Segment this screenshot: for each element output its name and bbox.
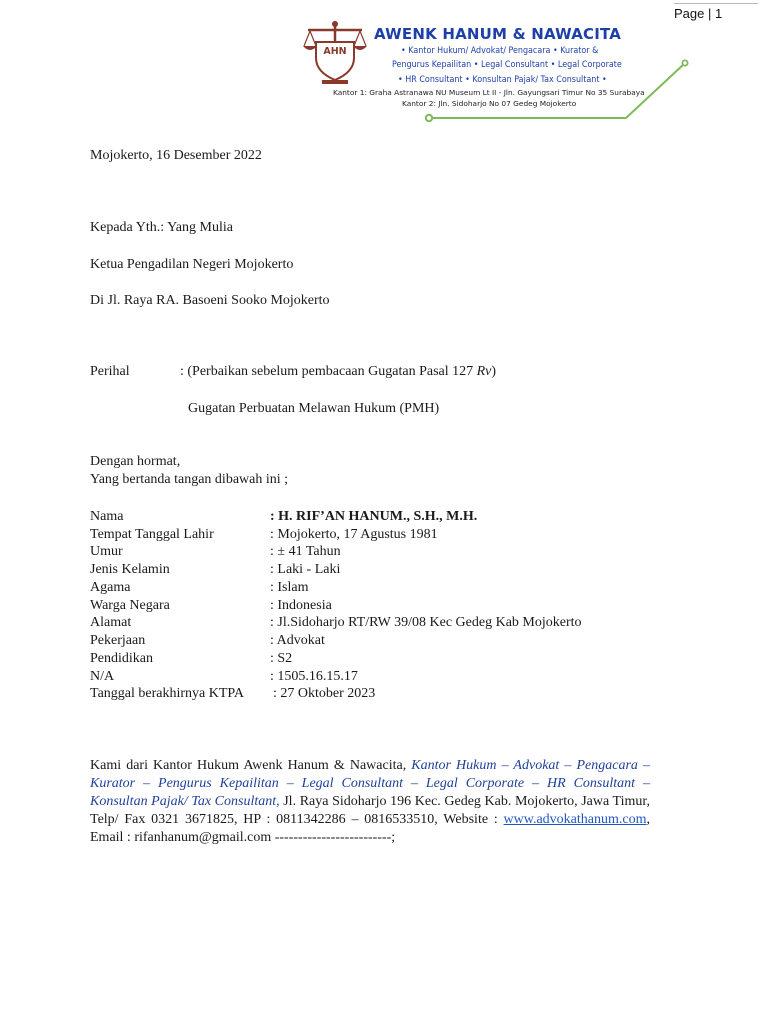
identity-value: : Jl.Sidoharjo RT/RW 39/08 Kec Gedeg Kab Mojokerto xyxy=(270,615,582,630)
identity-value: : Laki - Laki xyxy=(270,562,341,577)
subject-line-1-italic: Rv xyxy=(476,364,492,379)
identity-value: : H. RIF’AN HANUM., S.H., M.H. xyxy=(270,509,478,524)
identity-label: Tanggal berakhirnya KTPA xyxy=(90,686,245,701)
identity-row xyxy=(90,543,690,561)
identity-row xyxy=(90,508,690,526)
identity-row xyxy=(90,614,690,632)
paragraph-text-3: , Email : rifanhanum@gmail.com -------------------------; xyxy=(90,812,650,845)
identity-label: Nama xyxy=(90,509,124,524)
firm-statement-paragraph xyxy=(90,757,650,847)
subject-label: Perihal xyxy=(90,364,130,379)
website-link[interactable]: www.advokathanum.com xyxy=(503,812,647,827)
subject-line-1-text: : (Perbaikan sebelum pembacaan Gugatan Pasal 127 xyxy=(180,364,477,379)
logo-text: AHN xyxy=(323,46,347,57)
services-line-1: • Kantor Hukum/ Advokat/ Pengacara • Kurator & xyxy=(401,46,599,56)
identity-label: Agama xyxy=(90,580,131,595)
subject-line-1 xyxy=(180,363,496,380)
identity-value: : S2 xyxy=(270,651,293,666)
page-number: Page | 1 xyxy=(674,6,723,21)
identity-value: : Islam xyxy=(270,580,309,595)
identity-label: Umur xyxy=(90,544,123,559)
office-address-1: Kantor 1: Graha Astranawa NU Museum Lt II - Jln. Gayungsari Timur No 35 Surabaya xyxy=(333,88,645,97)
recipient: Ketua Pengadilan Negeri Mojokerto xyxy=(90,257,294,272)
recipient-address: Di Jl. Raya RA. Basoeni Sooko Mojokerto xyxy=(90,293,330,308)
greeting: Dengan hormat, xyxy=(90,454,181,469)
paragraph-text-2: Jl. Raya Sidoharjo 196 Kec. Gedeg Kab. Mojokerto, Jawa Timur, Telp/ Fax 0321 3671825, HP : 0811342286 – 0816533510, Website : xyxy=(90,794,650,827)
identity-label: Jenis Kelamin xyxy=(90,562,170,577)
identity-row xyxy=(90,632,690,650)
identity-label: Pendidikan xyxy=(90,651,153,666)
identity-label: Pekerjaan xyxy=(90,633,146,648)
identity-row xyxy=(90,668,690,686)
identity-value: : 1505.16.15.17 xyxy=(270,669,358,684)
services-line-3: • HR Consultant • Konsultan Pajak/ Tax Consultant • xyxy=(398,75,607,85)
identity-label: Tempat Tanggal Lahir xyxy=(90,527,214,542)
identity-row xyxy=(90,650,690,668)
identity-label: Alamat xyxy=(90,615,132,630)
subject-line-2: Gugatan Perbuatan Melawan Hukum (PMH) xyxy=(188,401,440,416)
letterhead xyxy=(296,14,696,126)
to-line: Kepada Yth.: Yang Mulia xyxy=(90,220,233,235)
services-line-2: Pengurus Kepailitan • Legal Consultant • Legal Corporate xyxy=(392,60,622,70)
paragraph-services-italic: Kantor Hukum – Advokat – Pengacara – Kurator – Pengurus Kepailitan – Legal Consultant – Legal Corporate – HR Consultant – Konsultan Pajak/ Tax Consultant, xyxy=(90,758,650,809)
identity-label: N/A xyxy=(90,669,115,684)
firm-name: AWENK HANUM & NAWACITA xyxy=(374,25,622,43)
identity-row xyxy=(90,579,690,597)
identity-value: : ± 41 Tahun xyxy=(270,544,341,559)
identity-row xyxy=(90,685,690,703)
identity-label: Warga Negara xyxy=(90,598,170,613)
place-date: Mojokerto, 16 Desember 2022 xyxy=(90,148,262,163)
identity-value: : Indonesia xyxy=(270,598,332,613)
intro-line: Yang bertanda tangan dibawah ini ; xyxy=(90,472,289,487)
page-number-rule xyxy=(674,3,758,4)
office-address-2: Kantor 2: Jln. Sidoharjo No 07 Gedeg Mojokerto xyxy=(402,99,577,108)
identity-value: : Advokat xyxy=(270,633,325,648)
identity-row xyxy=(90,561,690,579)
subject-line-1-close: ) xyxy=(491,364,497,379)
identity-row xyxy=(90,597,690,615)
paragraph-text-1: Kami dari Kantor Hukum Awenk Hanum & Nawacita, xyxy=(90,758,412,773)
identity-value: : 27 Oktober 2023 xyxy=(273,686,376,701)
identity-value: : Mojokerto, 17 Agustus 1981 xyxy=(270,527,438,542)
identity-row xyxy=(90,526,690,544)
